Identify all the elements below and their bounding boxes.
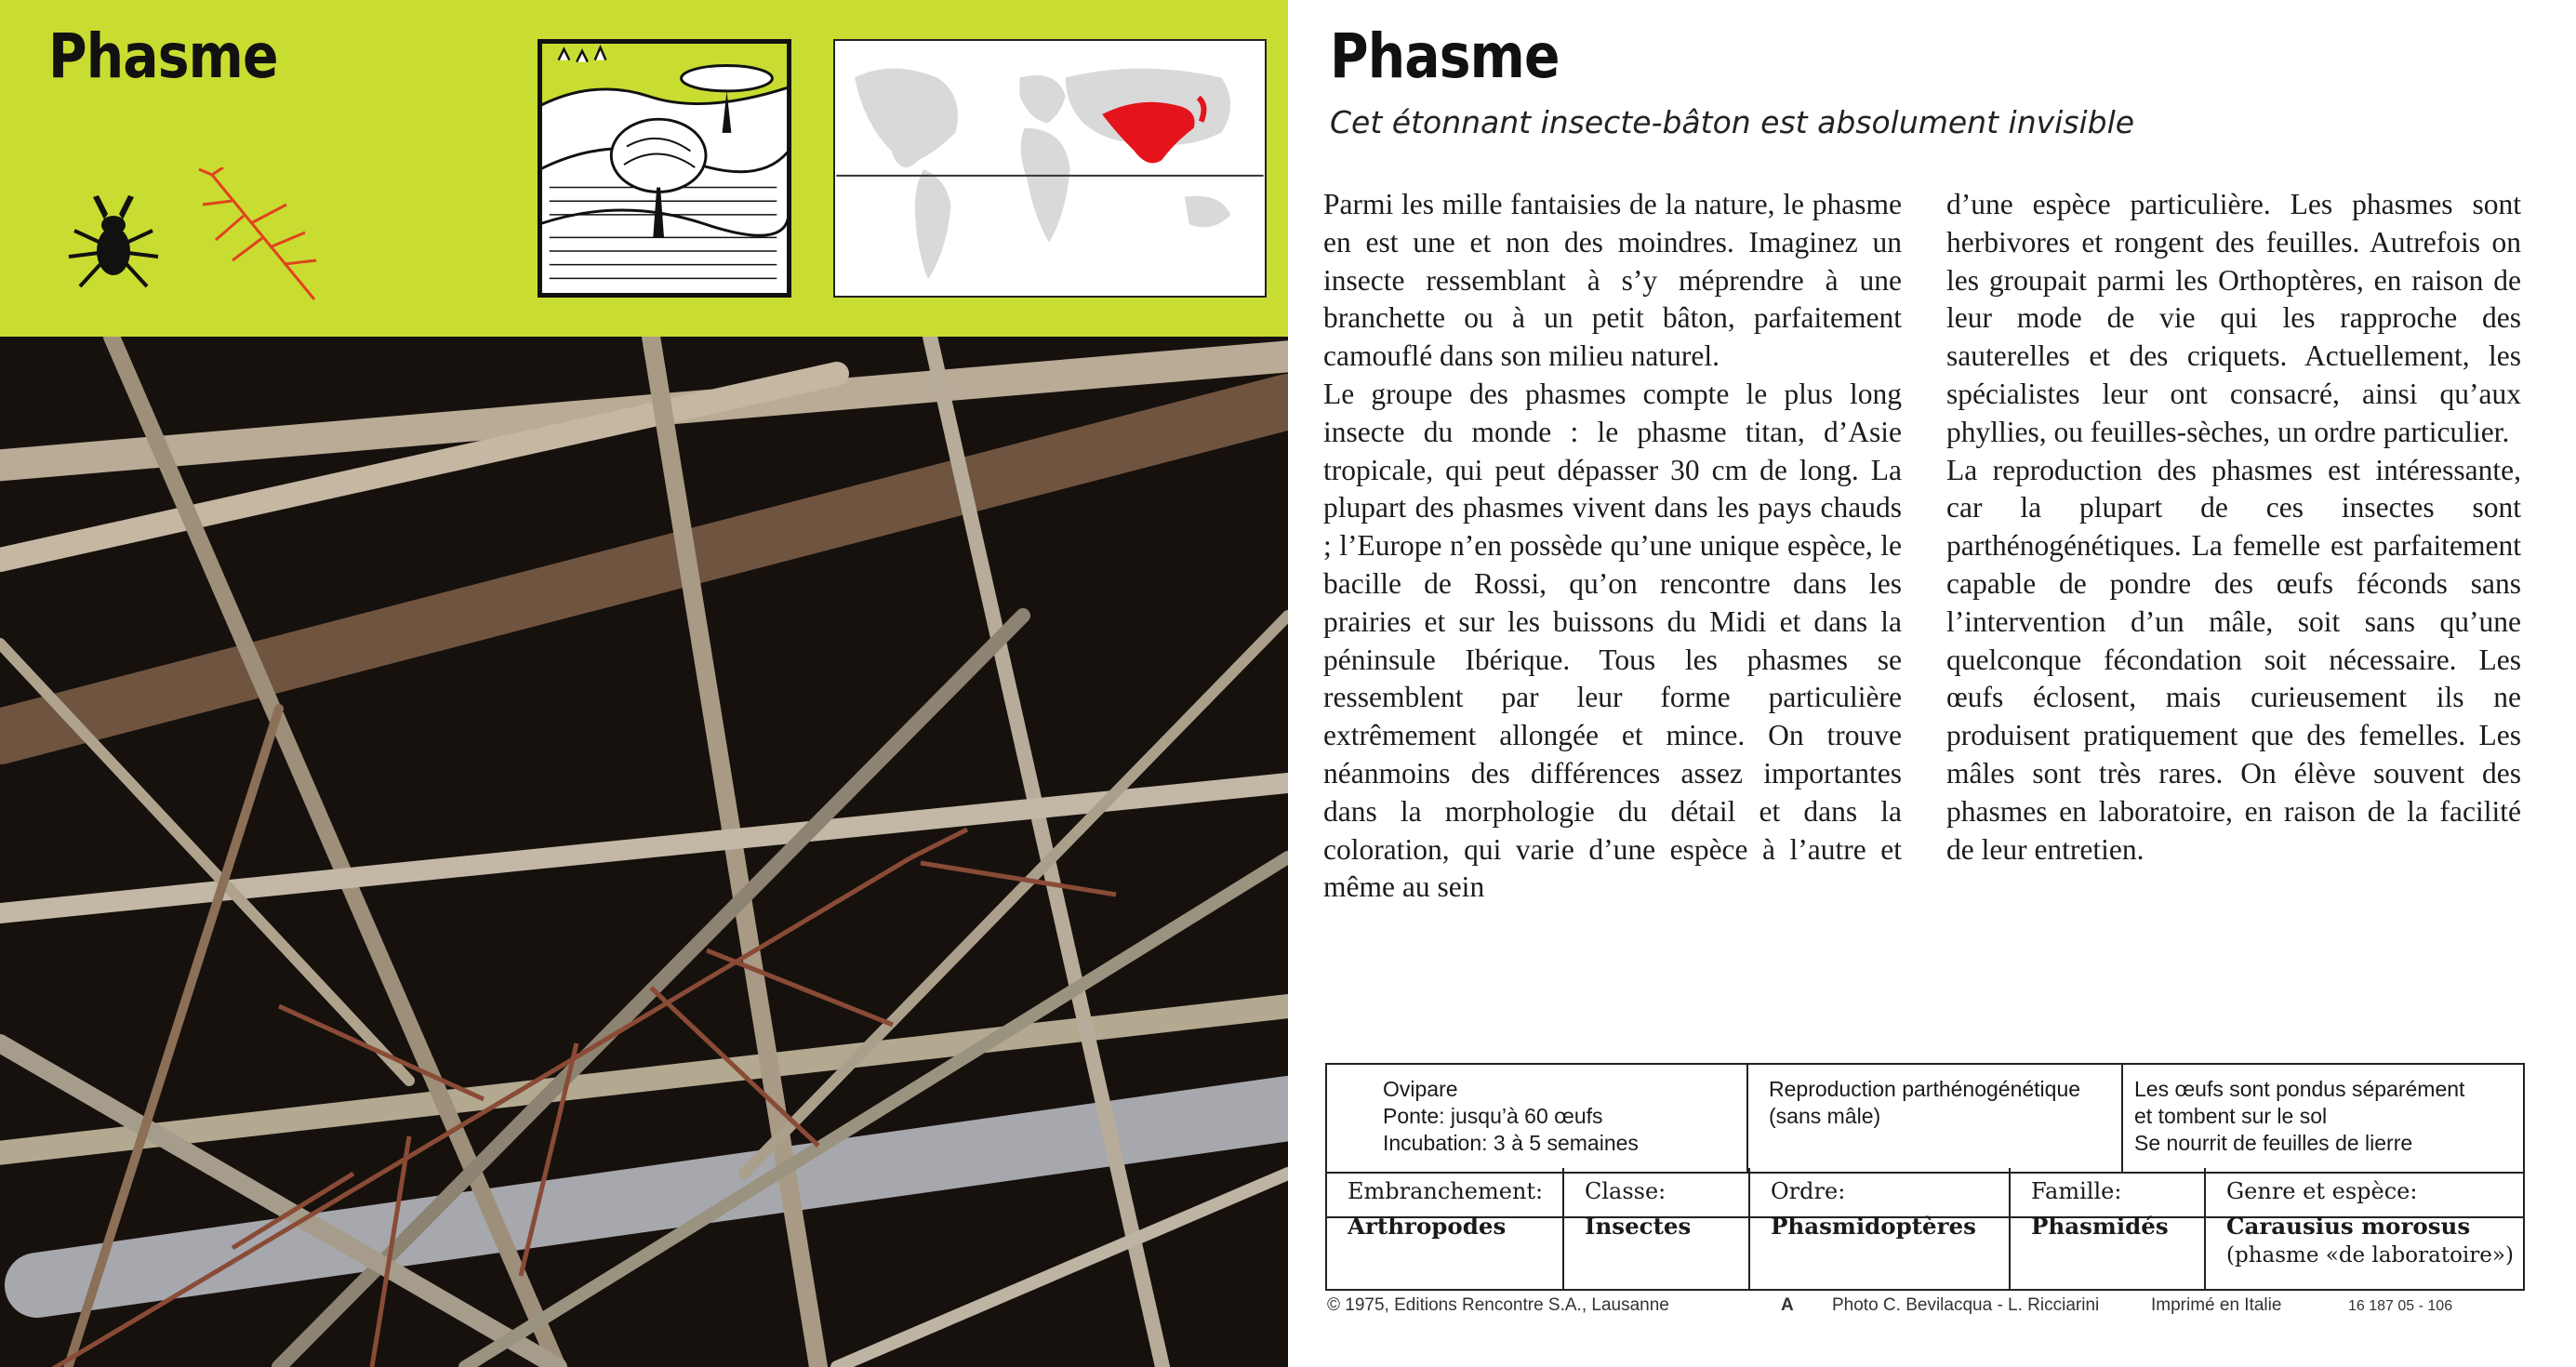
- left-card-title: Phasme: [48, 20, 278, 92]
- genre-cell: [2206, 1168, 2523, 1289]
- eggs-diet-cell: [2123, 1065, 2527, 1172]
- embranchement-cell: [1327, 1168, 1564, 1289]
- taxonomy-value: Phasmidoptères: [1771, 1213, 1976, 1240]
- fact-line: Incubation: 3 à 5 semaines: [1383, 1131, 1639, 1155]
- fact-line: et tombent sur le sol: [2134, 1104, 2328, 1128]
- famille-cell: [2011, 1168, 2206, 1289]
- classe-cell: [1564, 1168, 1750, 1289]
- stick-insect-icon: [195, 167, 325, 307]
- distribution-map: [833, 39, 1267, 298]
- card-subtitle: Cet étonnant insecte-bâton est absolument invisible: [1330, 104, 2135, 140]
- ordre-cell: [1750, 1168, 2011, 1289]
- stag-beetle-icon: [56, 177, 167, 298]
- paragraph: La reproduction des phasmes est intéressante, car la plupart de ces insectes sont parthénogénétiques. La femelle est parfaitement capable de pondre des œufs féconds sans l’intervention d’un mâle, soit sans qu’une quelconque fécondation soit nécessaire. Les œufs éclosent, mais curieusement ils ne produisent pratiquement que des femelles. Les mâles sont très rares. On élève souvent des phasmes en laboratoire, en raison de la facilité de leur entretien.: [1946, 453, 2521, 866]
- reproduction-cell: [1327, 1065, 1748, 1172]
- taxonomy-value: Phasmidés: [2031, 1213, 2169, 1240]
- fact-line: Ovipare: [1383, 1077, 1458, 1101]
- text-column-right: [1946, 186, 2521, 869]
- series-letter: A: [1781, 1295, 1794, 1315]
- facts-table-taxonomy: [1325, 1178, 2525, 1291]
- fact-line: Se nourrit de feuilles de lierre: [2134, 1131, 2413, 1155]
- taxonomy-label: Embranchement:: [1348, 1178, 1544, 1204]
- right-card-title: Phasme: [1330, 20, 1560, 92]
- photo-credit: Photo C. Bevilacqua - L. Ricciarini: [1832, 1295, 2100, 1315]
- taxonomy-value: Insectes: [1585, 1213, 1692, 1240]
- fact-line: Ponte: jusqu’à 60 œufs: [1383, 1104, 1603, 1128]
- taxonomy-label: Genre et espèce:: [2226, 1178, 2418, 1204]
- text-column-left: [1323, 186, 1902, 907]
- copyright: © 1975, Editions Rencontre S.A., Lausanne: [1327, 1295, 1669, 1315]
- taxonomy-label: Classe:: [1585, 1178, 1666, 1204]
- fact-line: Les œufs sont pondus séparément: [2134, 1077, 2465, 1101]
- fact-line: (sans mâle): [1769, 1104, 1881, 1128]
- stick-insect-photo: [0, 337, 1288, 1367]
- paragraph: d’une espèce particulière. Les phasmes sont herbivores et rongent des feuilles. Autrefois on les groupait parmi les Orthoptères, en raison de leur mode de vie qui les rapproche des sauterelles et des criquets. Actuellement, les spécialistes leur ont consacré, ainsi qu’aux phyllies, ou feuilles-sèches, un ordre particulier.: [1946, 188, 2521, 448]
- taxonomy-row: [1327, 1168, 2523, 1289]
- taxonomy-label: Famille:: [2031, 1178, 2122, 1204]
- taxonomy-value: Carausius morosus: [2226, 1213, 2471, 1240]
- habitat-illustration: [538, 39, 791, 298]
- facts-row-biology: [1327, 1065, 2523, 1174]
- paragraph: Le groupe des phasmes compte le plus long insecte du monde : le phasme titan, d’Asie tropicale, qui peut dépasser 30 cm de long. La plupart des phasmes vivent dans les pays chauds ; l’Europe n’en possède qu’une unique espèce, le bacille de Rossi, qu’on rencontre dans les prairies et sur les buissons du Midi et dans la péninsule Ibérique. Tous les phasmes se ressemblent par leur forme particulière extrêmement allongée et mince. On trouve néanmoins des différences assez importantes dans la morphologie du détail et dans la coloration, qui varie d’une espèce à l’autre et même au sein: [1323, 377, 1902, 904]
- printed-in: Imprimé en Italie: [2151, 1295, 2282, 1315]
- paragraph: Parmi les mille fantaisies de la nature, le phasme en est une et non des moindres. Imaginez un insecte ressemblant à s’y méprendre à une branchette ou à un petit bâton, parfaitement camouflé dans son milieu naturel.: [1323, 188, 1902, 373]
- card-code: 16 187 05 - 106: [2348, 1298, 2453, 1314]
- fact-line: Reproduction parthénogénétique: [1769, 1077, 2081, 1101]
- taxonomy-note: (phasme «de laboratoire»): [2226, 1243, 2514, 1267]
- right-card: [1288, 0, 2576, 1367]
- taxonomy-label: Ordre:: [1771, 1178, 1846, 1204]
- parthenogenesis-cell: [1748, 1065, 2123, 1172]
- taxonomy-value: Arthropodes: [1348, 1213, 1507, 1240]
